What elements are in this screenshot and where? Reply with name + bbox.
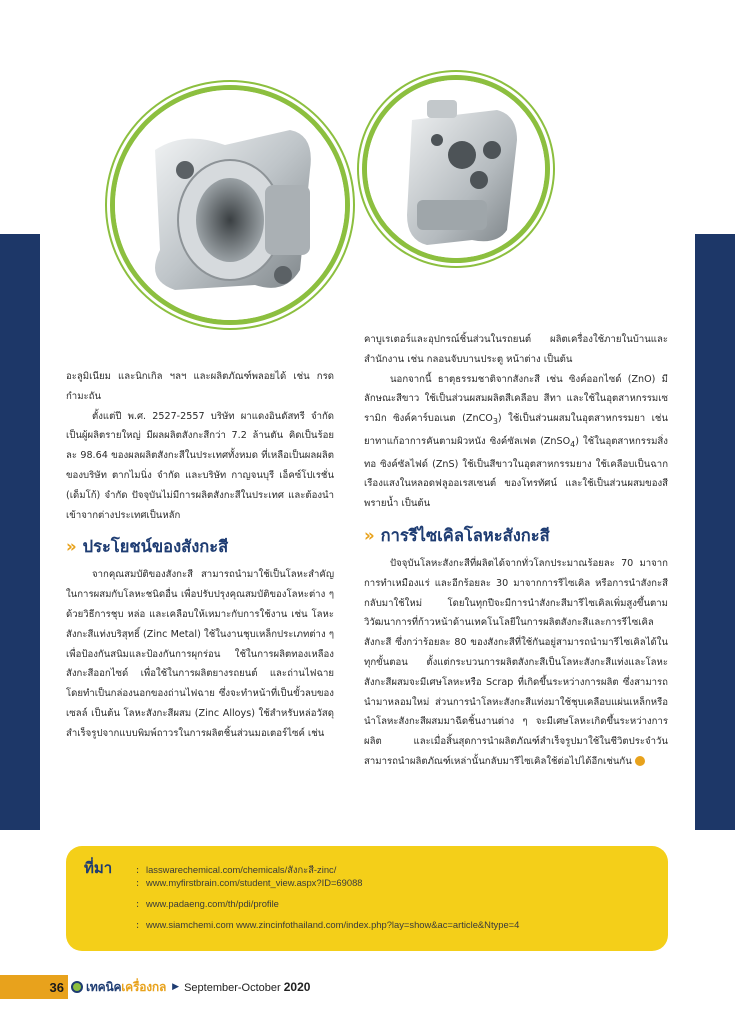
compounds-text-1: นอกจากนี้ ธาตุธรรมชาติจากสังกะสี เช่น ซิงค์ออกไซด์ (ZnO) มีลักษณะสีขาว ใช้เป็นส่วนผสมผลิตสีเคลือบ สีทา และใช้ในอุตสาหกรรมเซรามิก ซิงค์คาร์บอเนต (ZnCO bbox=[364, 373, 668, 425]
valve-block-illustration bbox=[367, 80, 545, 258]
recycle-paragraph bbox=[364, 554, 668, 772]
reference-url-4[interactable]: www.siamchemi.com www.zincinfothailand.com/index.php?lay=show&ac=article&Ntype=4 bbox=[146, 919, 520, 930]
benefits-heading-text: ประโยชน์ของสังกะสี bbox=[82, 537, 229, 557]
reference-row bbox=[84, 919, 650, 940]
intro-text: อะลูมิเนียม และนิกเกิล ฯลฯ และผลิตภัณฑ์พลอยได้ เช่น กรดกำมะถัน bbox=[66, 371, 334, 402]
left-text-column bbox=[66, 367, 334, 744]
references-box bbox=[66, 846, 668, 951]
zinc-casting-photo-right bbox=[367, 80, 545, 258]
play-arrow-icon: ▶ bbox=[172, 982, 180, 992]
issue-year: 2020 bbox=[283, 980, 311, 994]
subscript-3: 3 bbox=[492, 417, 498, 427]
magazine-name-part2: เครื่องกล bbox=[121, 979, 167, 994]
reference-row bbox=[84, 856, 650, 877]
benefits-heading bbox=[66, 535, 334, 559]
magazine-logo bbox=[71, 978, 166, 997]
references-label: ที่มา bbox=[84, 860, 113, 877]
reference-row bbox=[84, 898, 650, 919]
recycle-text: ปัจจุบันโลหะสังกะสีที่ผลิตได้จากทั่วโลกประมาณร้อยละ 70 มาจากการทำเหมืองแร่ และอีกร้อยละ 30 มาจากการรีไซเคิล หรือการนำสังกะสีกลับมาใช้ใหม่ โดยในทุกปีจะมีการนำสังกะสีมารีไซเคิลเพิ่มสูงขึ้นตามวิวัฒนาการที่ก้าวหน้าด้านเทคโนโลยีในการผลิตสังกะสีและการรีไซเคิลสังกะสี ซึ่งกว่าร้อยละ 80 ของสังกะสีที่ใช้กันอยู่สามารถนำมารีไซเคิลได้ในทุกขั้นตอน ตั้งแต่กระบวนการผลิตสังกะสีเป็นโลหะสังกะสีแท่งและโลหะสังกะสีผสมจะมีเศษโลหะหรือ Scrap ที่เกิดขึ้นระหว่างการผลิต ซึ่งสามารถนำมาหลอมใหม่ ส่วนการนำโลหะสังกะสีแท่งมาใช้ชุบเคลือบแผ่นเหล็กหรือนำโลหะสังกะสีผสมมาฉีดชิ้นงานต่าง ๆ จะมีเศษโลหะเกิดขึ้นระหว่างการผลิต และเมื่อสิ้นสุดการนำผลิตภัณฑ์สำเร็จรูปมาใช้ในชีวิตประจำวันสามารถนำผลิตภัณฑ์เหล่านั้นกลับมารีไซเคิลใช้ต่อไปได้อีกเช่นกัน bbox=[364, 557, 668, 767]
reference-row bbox=[84, 877, 650, 898]
colon: : bbox=[136, 865, 140, 876]
page-footer bbox=[0, 974, 735, 1000]
zinc-casting-photo-left bbox=[115, 90, 345, 320]
colon: : bbox=[136, 878, 140, 889]
flange-casting-illustration bbox=[115, 90, 345, 320]
recycle-heading bbox=[364, 524, 668, 548]
logo-gear-icon bbox=[71, 981, 83, 993]
continued-paragraph: คาบูเรเตอร์และอุปกรณ์ชิ้นส่วนในรถยนต์ ผลิตเครื่องใช้ภายในบ้านและสำนักงาน เช่น กลอนจับบานประตู หน้าต่าง เป็นต้น bbox=[364, 334, 668, 365]
recycle-heading-text: การรีไซเคิลโลหะสังกะสี bbox=[380, 525, 550, 545]
page-number: 36 bbox=[0, 975, 68, 999]
magazine-name-part1: เทคนิค bbox=[86, 979, 122, 994]
chevron-icon: » bbox=[66, 537, 77, 557]
compounds-paragraph bbox=[364, 370, 668, 514]
end-mark-icon bbox=[635, 756, 645, 766]
history-paragraph: ตั้งแต่ปี พ.ศ. 2527-2557 บริษัท ผาแดงอินดัสทรี จำกัด เป็นผู้ผลิตรายใหญ่ มีผลผลิตสังกะสีกว่า 7.2 ล้านตัน คิดเป็นร้อยละ 98.64 ของผลผลิตสังกะสีในประเทศทั้งหมด ที่เหลือเป็นผลผลิตของบริษัท ตากไมนิ่ง จำกัด และบริษัท กาญจนบุรี เอ็คซ์โปเรชั่น (เด็มโก้) จำกัด ปัจจุบันไม่มีการผลิตสังกะสีในประเทศ และต้องนำเข้าจากต่างประเทศเป็นหลัก bbox=[66, 410, 334, 521]
issue-month: September-October bbox=[184, 982, 281, 994]
colon: : bbox=[136, 899, 140, 910]
reference-url-3[interactable]: www.padaeng.com/th/pdi/profile bbox=[146, 898, 279, 909]
issue-date bbox=[184, 980, 310, 994]
right-text-column bbox=[364, 330, 668, 772]
subscript-4: 4 bbox=[570, 439, 576, 449]
compounds-text-3: ) ใช้ในอุตสาหกรรมสิ่งทอ ซิงค์ซัลไฟด์ (ZnS) ใช้เป็นสีขาวในอุตสาหกรรมยาง ใช้เคลือบเป็นฉากเรืองแสงในหลอดฟลูออเรสเซนต์ ของโทรทัศน์ และใช้เป็นส่วนผสมของสีพรายน้ำ เป็นต้น bbox=[364, 435, 668, 510]
reference-url-1[interactable]: lasswarechemical.com/chemicals/สังกะสี-zinc/ bbox=[146, 864, 337, 875]
compounds-text-2: ) ใช้เป็นส่วนผสมในอุตสาหกรรมยา เช่น ยาทาแก้อาการคันตามผิวหนัง ซิงค์ซัลเฟต (ZnSO bbox=[364, 413, 668, 447]
colon: : bbox=[136, 920, 140, 931]
benefits-paragraph: จากคุณสมบัติของสังกะสี สามารถนำมาใช้เป็นโลหะสำคัญในการผสมกับโลหะชนิดอื่น เพื่อปรับปรุงคุณสมบัติของโลหะต่าง ๆ ด้วยวิธีการชุบ หล่อ และเคลือบให้เหมาะกับการใช้งาน เช่น โลหะสังกะสีแท่งบริสุทธิ์ (Zinc Metal) ใช้ในงานชุบเหล็กประเภทต่าง ๆ เพื่อป้องกันสนิมและป้องกันการผุกร่อน ใช้ในการผลิตทองเหลือง สังกะสีออกไซด์ เพื่อใช้ในการผลิตยางรถยนต์ และถ่านไฟฉาย โดยทำเป็นกล่องนอกของถ่านไฟฉาย ซึ่งจะทำหน้าที่เป็นขั้วลบของเซลล์ เป็นต้น โลหะสังกะสีผสม (Zinc Alloys) ใช้สำหรับหล่อวัสดุสำเร็จรูปจากแบบพิมพ์ถาวรในการผลิตชิ้นส่วนมอเตอร์ไซค์ เช่น bbox=[66, 569, 334, 739]
chevron-icon: » bbox=[364, 525, 375, 545]
reference-url-2[interactable]: www.myfirstbrain.com/student_view.aspx?ID=69088 bbox=[146, 877, 363, 888]
